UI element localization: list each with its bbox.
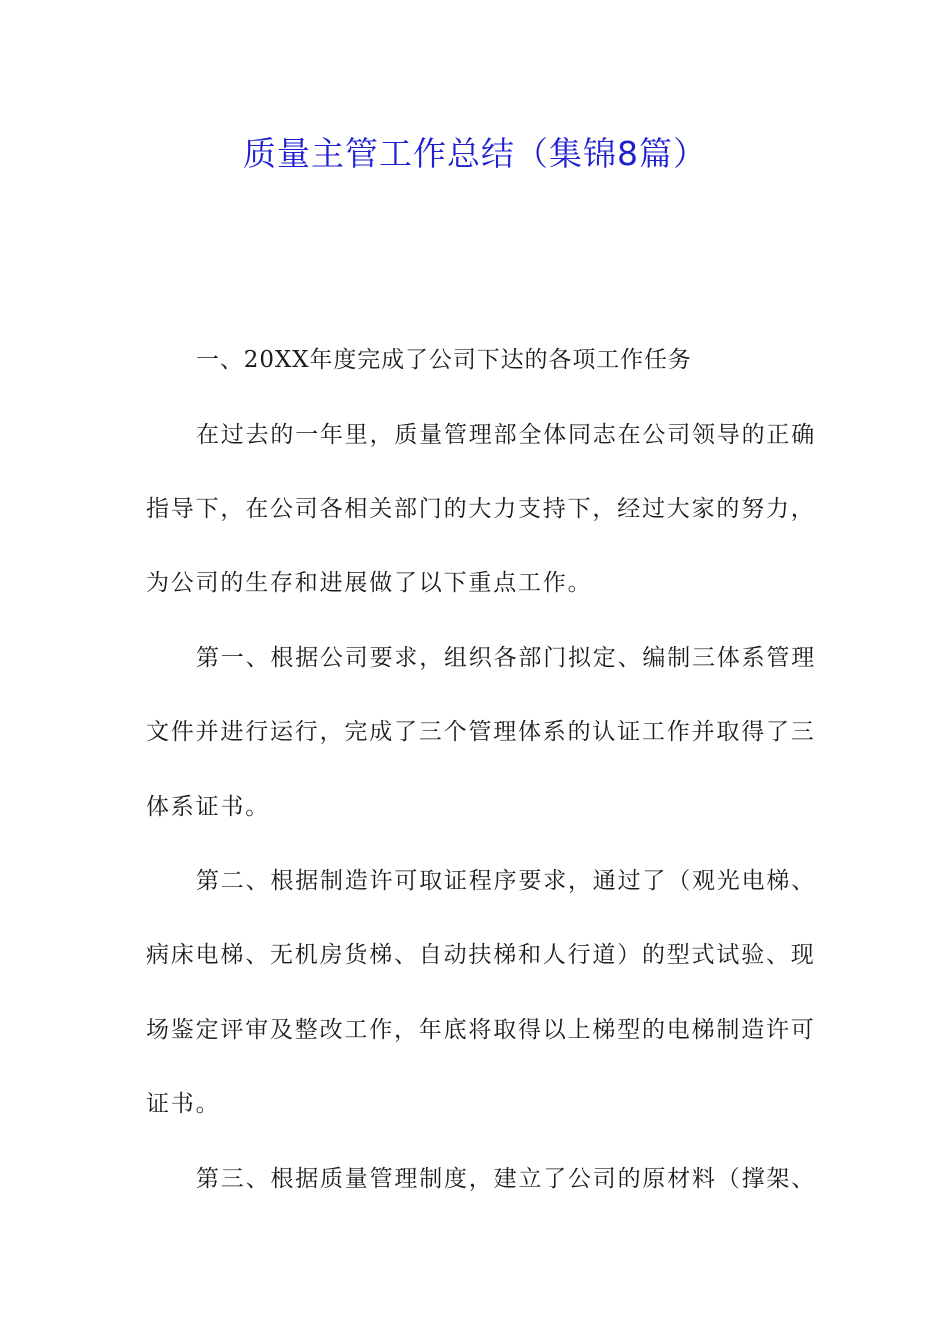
paragraph-line: 第一、根据公司要求，组织各部门拟定、编制三体系管理 [196,645,816,671]
paragraph-line: 指导下，在公司各相关部门的大力支持下，经过大家的努力， [146,496,816,522]
paragraph-line: 为公司的生存和进展做了以下重点工作。 [146,570,593,596]
paragraph-line: 证书。 [146,1091,221,1117]
paragraph-line: 在过去的一年里，质量管理部全体同志在公司领导的正确 [196,422,816,448]
paragraph-line: 第二、根据制造许可取证程序要求，通过了（观光电梯、 [196,868,816,894]
document-title: 质量主管工作总结（集锦8篇） [243,134,707,173]
section-heading: 一、20XX年度完成了公司下达的各项工作任务 [196,347,692,373]
paragraph-line: 病床电梯、无机房货梯、自动扶梯和人行道）的型式试验、现 [146,942,816,968]
paragraph-line: 场鉴定评审及整改工作，年底将取得以上梯型的电梯制造许可 [146,1017,816,1043]
paragraph-line: 文件并进行运行，完成了三个管理体系的认证工作并取得了三 [146,719,816,745]
paragraph-line: 体系证书。 [146,794,270,820]
paragraph-line: 第三、根据质量管理制度，建立了公司的原材料（撑架、 [196,1166,816,1192]
